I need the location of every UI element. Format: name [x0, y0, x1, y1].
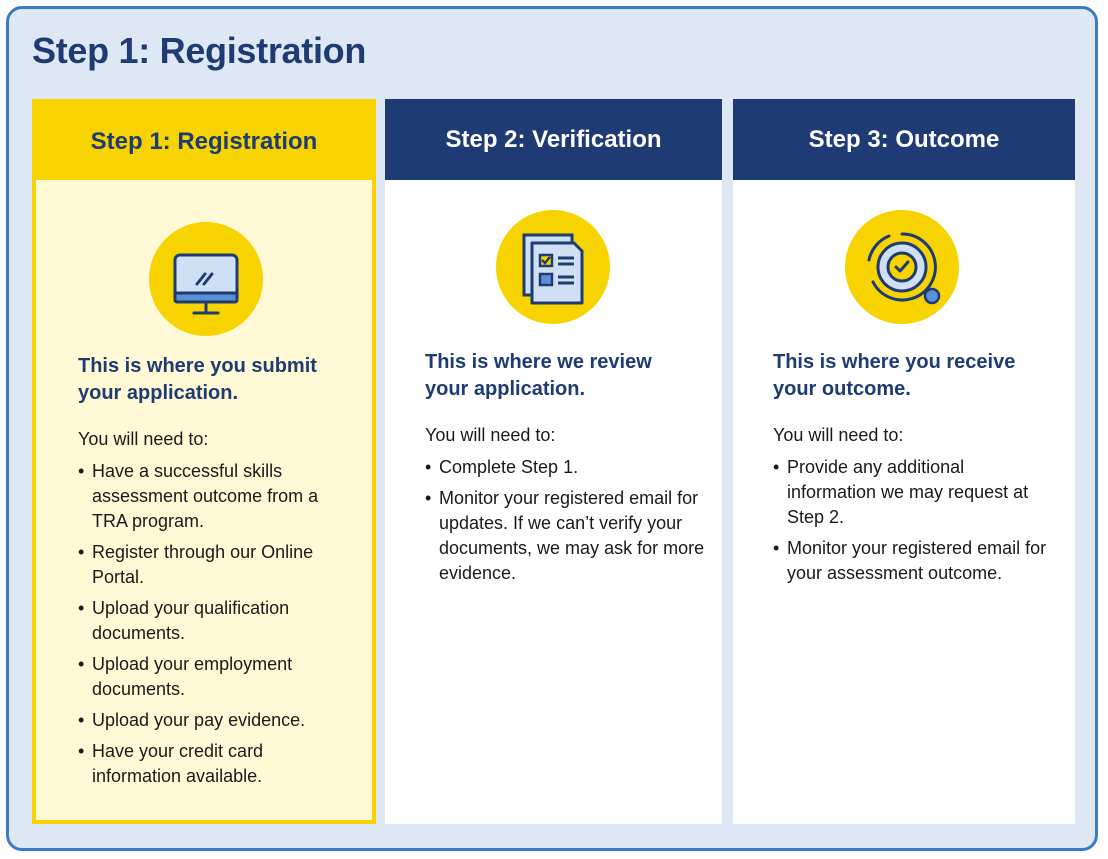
list-item: • Monitor your registered email for updates. If we can’t verify your documents, we may ask for more evidence.	[425, 486, 705, 586]
list-item: • Have a successful skills assessment outcome from a TRA program.	[78, 459, 330, 534]
need-label: You will need to:	[78, 429, 209, 449]
requirements-list	[773, 455, 1058, 592]
computer-monitor-icon	[149, 222, 263, 336]
step-subtitle: This is where you submit your application.	[78, 355, 317, 404]
need-label: You will need to:	[773, 425, 904, 445]
list-item: • Monitor your registered email for your assessment outcome.	[773, 536, 1058, 586]
step-heading-verification: Step 2: Verification	[385, 99, 722, 180]
list-item: • Upload your qualification documents.	[78, 596, 330, 646]
step-card-registration	[32, 99, 376, 824]
requirements-list	[78, 459, 330, 795]
list-item: • Upload your pay evidence.	[78, 708, 330, 733]
page-title: Step 1: Registration	[32, 30, 367, 71]
list-item: • Upload your employment documents.	[78, 652, 330, 702]
list-item: • Register through our Online Portal.	[78, 540, 330, 590]
documents-checklist-icon	[496, 210, 610, 324]
outcome-target-check-icon	[845, 210, 959, 324]
list-item: • Provide any additional information we may request at Step 2.	[773, 455, 1058, 530]
list-item: • Have your credit card information available.	[78, 739, 330, 789]
step-heading-registration: Step 1: Registration	[36, 103, 372, 180]
step-heading-outcome: Step 3: Outcome	[733, 99, 1075, 180]
requirements-list	[425, 455, 705, 592]
need-label: You will need to:	[425, 425, 556, 445]
step-card-outcome	[733, 99, 1075, 824]
step-subtitle: This is where we review your application.	[425, 351, 652, 400]
list-item: • Complete Step 1.	[425, 455, 705, 480]
step-card-verification	[385, 99, 722, 824]
step-subtitle: This is where you receive your outcome.	[773, 351, 1016, 400]
